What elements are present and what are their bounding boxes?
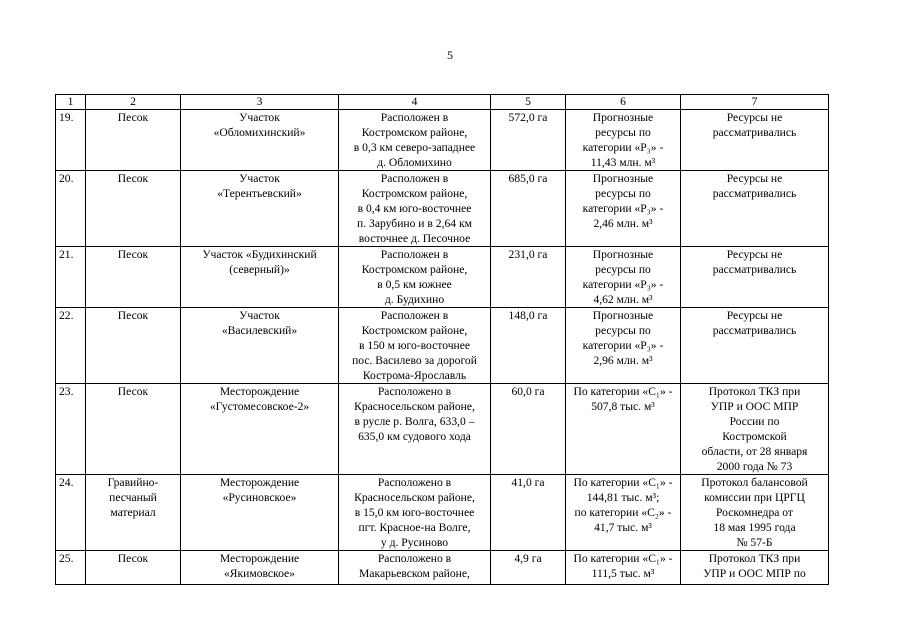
cell-line: Прогнозные — [592, 172, 654, 185]
cell-line: Месторождение — [219, 552, 300, 565]
cell-line: ресурсы по — [595, 324, 651, 337]
cell-line: Расположено в — [377, 476, 452, 489]
cell-approval — [681, 171, 829, 247]
cell-num: 19. — [56, 110, 86, 171]
cell-line: Макарьевском районе, — [359, 567, 470, 580]
cell-line: По категории «С₁» - — [573, 385, 673, 398]
cell-line: Песок — [117, 248, 149, 261]
cell-line: Роскомнедра от — [716, 506, 793, 519]
cell-line: 144,81 тыс. м³; — [586, 491, 660, 504]
column-header: 1 — [56, 95, 86, 110]
cell-line: Песок — [117, 385, 149, 398]
cell-line: ресурсы по — [595, 126, 651, 139]
cell-line: в 0,5 км южнее — [377, 278, 452, 291]
cell-line: Ресурсы не — [726, 111, 783, 124]
cell-approval — [681, 551, 829, 585]
cell-location — [339, 384, 491, 475]
cell-area: 572,0 га — [491, 110, 566, 171]
cell-line: Кострома-Ярославль — [362, 369, 467, 382]
cell-line: пос. Василево за дорогой — [352, 354, 477, 367]
cell-line: категории «Р₃» - — [582, 141, 664, 154]
cell-num: 24. — [56, 475, 86, 551]
cell-num: 21. — [56, 247, 86, 308]
cell-approval — [681, 247, 829, 308]
cell-line: Участок «Будихинский — [202, 248, 317, 261]
cell-num: 25. — [56, 551, 86, 585]
cell-name — [181, 247, 339, 308]
column-header: 5 — [491, 95, 566, 110]
cell-line: у д. Русиново — [380, 536, 449, 549]
cell-line: Месторождение — [219, 385, 300, 398]
cell-line: по категории «С₂» - — [574, 506, 672, 519]
cell-line: 635,0 км судового хода — [358, 430, 471, 443]
cell-area: 148,0 га — [491, 308, 566, 384]
column-header: 3 — [181, 95, 339, 110]
cell-line: 507,8 тыс. м³ — [591, 400, 655, 413]
cell-line: 41,7 тыс. м³ — [594, 521, 652, 534]
cell-name — [181, 110, 339, 171]
cell-line: Песок — [117, 172, 149, 185]
cell-line: Расположен в — [380, 309, 449, 322]
cell-line: пгт. Красное-на Волге, — [358, 521, 471, 534]
cell-line: материал — [110, 506, 156, 519]
cell-location — [339, 110, 491, 171]
cell-approval — [681, 308, 829, 384]
cell-line: Участок — [239, 309, 280, 322]
cell-line: Протокол балансовой — [701, 476, 808, 489]
cell-type — [86, 171, 181, 247]
cell-line: России по — [729, 415, 780, 428]
cell-resources — [566, 247, 681, 308]
cell-resources — [566, 551, 681, 585]
cell-line: 2,46 млн. м³ — [593, 217, 653, 230]
cell-line: Ресурсы не — [726, 309, 783, 322]
cell-type — [86, 110, 181, 171]
cell-line: категории «Р₃» - — [582, 278, 664, 291]
cell-location — [339, 551, 491, 585]
cell-line: Расположен в — [380, 111, 449, 124]
cell-num: 20. — [56, 171, 86, 247]
cell-resources — [566, 110, 681, 171]
cell-line: комиссии при ЦРГЦ — [704, 491, 805, 504]
cell-line: Костромском районе, — [361, 187, 468, 200]
cell-line: Песок — [117, 552, 149, 565]
cell-type — [86, 247, 181, 308]
cell-num: 23. — [56, 384, 86, 475]
cell-line: рассматривались — [712, 126, 797, 139]
cell-line: Костромском районе, — [361, 263, 468, 276]
cell-line: Расположен в — [380, 248, 449, 261]
cell-line: Протокол ТКЗ при — [708, 385, 801, 398]
cell-line: Расположено в — [377, 385, 452, 398]
table-row — [56, 247, 829, 308]
cell-line: По категории «С₁» - — [573, 476, 673, 489]
cell-location — [339, 247, 491, 308]
cell-approval — [681, 110, 829, 171]
cell-line: в 150 м юго-восточнее — [358, 339, 471, 352]
cell-name — [181, 171, 339, 247]
cell-line: категории «Р₃» - — [582, 339, 664, 352]
cell-line: Участок — [239, 111, 280, 124]
cell-line: «Русиновское» — [222, 491, 297, 504]
cell-line: Ресурсы не — [726, 172, 783, 185]
cell-line: в русле р. Волга, 633,0 – — [354, 415, 475, 428]
cell-area: 41,0 га — [491, 475, 566, 551]
cell-line: песчаный — [109, 491, 157, 504]
cell-area: 4,9 га — [491, 551, 566, 585]
cell-line: 18 мая 1995 года — [713, 521, 796, 534]
cell-line: «Якимовское» — [224, 567, 295, 580]
cell-line: Прогнозные — [592, 248, 654, 261]
cell-line: УПР и ООС МПР по — [703, 567, 806, 580]
cell-line: Костромском районе, — [361, 324, 468, 337]
cell-area: 685,0 га — [491, 171, 566, 247]
cell-line: восточнее д. Песочное — [358, 232, 471, 245]
cell-resources — [566, 384, 681, 475]
cell-approval — [681, 475, 829, 551]
cell-line: 4,62 млн. м³ — [593, 293, 653, 306]
cell-line: 2000 года № 73 — [716, 460, 793, 473]
column-header: 7 — [681, 95, 829, 110]
column-header: 2 — [86, 95, 181, 110]
cell-resources — [566, 171, 681, 247]
cell-line: 2,96 млн. м³ — [593, 354, 653, 367]
cell-line: ресурсы по — [595, 187, 651, 200]
cell-name — [181, 384, 339, 475]
column-header: 4 — [339, 95, 491, 110]
cell-type — [86, 475, 181, 551]
cell-name — [181, 308, 339, 384]
table-row — [56, 384, 829, 475]
cell-line: Ресурсы не — [726, 248, 783, 261]
cell-resources — [566, 308, 681, 384]
cell-line: Участок — [239, 172, 280, 185]
cell-line: «Василевский» — [221, 324, 298, 337]
cell-line: Костромском районе, — [361, 126, 468, 139]
cell-location — [339, 308, 491, 384]
cell-line: 11,43 млн. м³ — [590, 156, 656, 169]
cell-line: п. Зарубино и в 2,64 км — [357, 217, 472, 230]
cell-line: Красносельском районе, — [354, 491, 475, 504]
table-row — [56, 475, 829, 551]
cell-area: 231,0 га — [491, 247, 566, 308]
cell-line: «Терентьевский» — [217, 187, 302, 200]
cell-line: д. Обломихино — [377, 156, 452, 169]
cell-num: 22. — [56, 308, 86, 384]
page-number: 5 — [447, 48, 453, 62]
cell-line: Месторождение — [219, 476, 300, 489]
cell-line: «Обломихинский» — [213, 126, 306, 139]
cell-line: в 15,0 км юго-восточнее — [354, 506, 475, 519]
cell-line: д. Будихино — [384, 293, 445, 306]
cell-line: Костромской — [722, 430, 787, 443]
cell-type — [86, 551, 181, 585]
cell-name — [181, 551, 339, 585]
cell-location — [339, 475, 491, 551]
cell-line: Протокол ТКЗ при — [708, 552, 801, 565]
cell-line: (северный)» — [229, 263, 290, 276]
cell-line: Гравийно- — [107, 476, 159, 489]
deposits-table — [55, 94, 829, 585]
cell-resources — [566, 475, 681, 551]
cell-type — [86, 384, 181, 475]
cell-line: Расположен в — [380, 172, 449, 185]
cell-line: рассматривались — [712, 187, 797, 200]
cell-name — [181, 475, 339, 551]
cell-line: Расположено в — [377, 552, 452, 565]
cell-line: Прогнозные — [592, 309, 654, 322]
cell-line: рассматривались — [712, 324, 797, 337]
table-row — [56, 171, 829, 247]
cell-line: области, от 28 января — [701, 445, 808, 458]
table-row — [56, 551, 829, 585]
cell-line: категории «Р₃» - — [582, 202, 664, 215]
cell-line: № 57-Б — [736, 536, 773, 549]
cell-line: 111,5 тыс. м³ — [591, 567, 655, 580]
cell-line: УПР и ООС МПР — [710, 400, 799, 413]
cell-line: Песок — [117, 309, 149, 322]
cell-line: Прогнозные — [592, 111, 654, 124]
cell-line: рассматривались — [712, 263, 797, 276]
cell-line: «Густомесовское-2» — [209, 400, 310, 413]
cell-line: ресурсы по — [595, 263, 651, 276]
cell-area: 60,0 га — [491, 384, 566, 475]
column-header: 6 — [566, 95, 681, 110]
cell-location — [339, 171, 491, 247]
table-row — [56, 110, 829, 171]
cell-line: в 0,3 км северо-западнее — [353, 141, 476, 154]
cell-line: По категории «С₁» - — [573, 552, 673, 565]
cell-line: в 0,4 км юго-восточнее — [357, 202, 472, 215]
header-row — [56, 95, 829, 110]
table-row — [56, 308, 829, 384]
cell-line: Красносельском районе, — [354, 400, 475, 413]
cell-approval — [681, 384, 829, 475]
cell-line: Песок — [117, 111, 149, 124]
cell-type — [86, 308, 181, 384]
